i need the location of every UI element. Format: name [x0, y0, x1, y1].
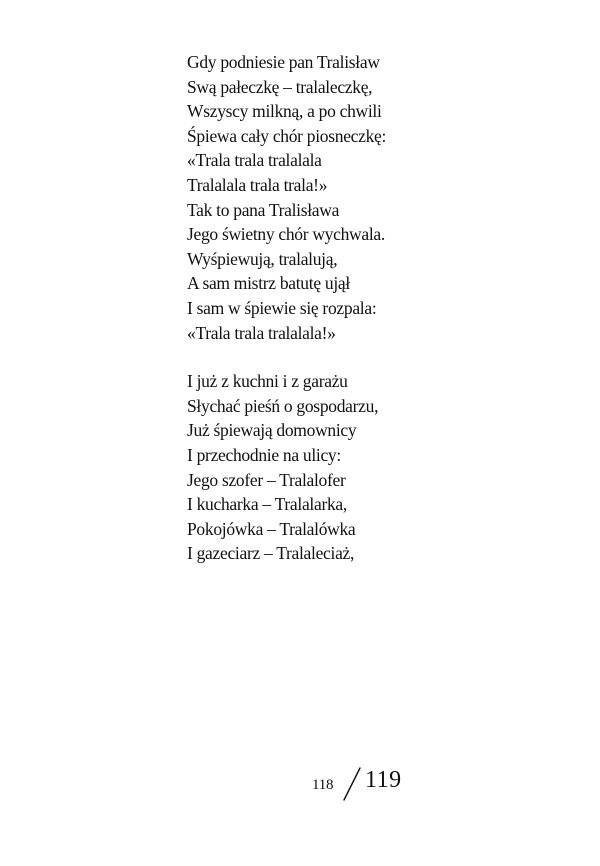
poem-line: Jego szofer – Tralalofer	[187, 469, 346, 490]
poem-line: Tralalala trala trala!»	[187, 174, 328, 195]
page-number	[312, 764, 412, 804]
poem-line: I gazeciarz – Tralaleciaż,	[187, 543, 355, 564]
poem-line: I sam w śpiewie się rozpala:	[187, 297, 377, 318]
poem-line: I już z kuchni i z garażu	[187, 371, 348, 392]
poem-line: Śpiewa cały chór piosneczkę:	[187, 125, 387, 146]
poem-line: A sam mistrz batutę ujął	[187, 273, 350, 294]
total-page-number: 119	[365, 767, 402, 793]
stanza-1	[187, 50, 487, 345]
poem-line: Wyśpiewują, tralalują,	[187, 248, 338, 269]
stanza-2	[187, 369, 487, 566]
poem-line: Słychać pieśń o gospodarzu,	[187, 395, 379, 416]
current-page-number: 118	[312, 777, 334, 793]
poem-line: Jego świetny chór wychwala.	[187, 224, 385, 245]
page-separator-slash	[340, 766, 364, 802]
poem-line: «Trala trala tralalala	[187, 150, 322, 171]
poem-line: Wszyscy milkną, a po chwili	[187, 101, 382, 122]
poem-line: Już śpiewają domownicy	[187, 420, 357, 441]
poem-line: Tak to pana Tralisława	[187, 199, 340, 220]
poem-text	[187, 50, 487, 566]
poem-line: I kucharka – Tralalarka,	[187, 494, 347, 515]
poem-line: Gdy podniesie pan Tralisław	[187, 52, 380, 72]
poem-line: Swą pałeczkę – tralaleczkę,	[187, 76, 373, 97]
poem-line: «Trala trala tralalala!»	[187, 322, 336, 343]
poem-line: Pokojówka – Tralalówka	[187, 518, 356, 539]
poem-line: I przechodnie na ulicy:	[187, 444, 341, 465]
